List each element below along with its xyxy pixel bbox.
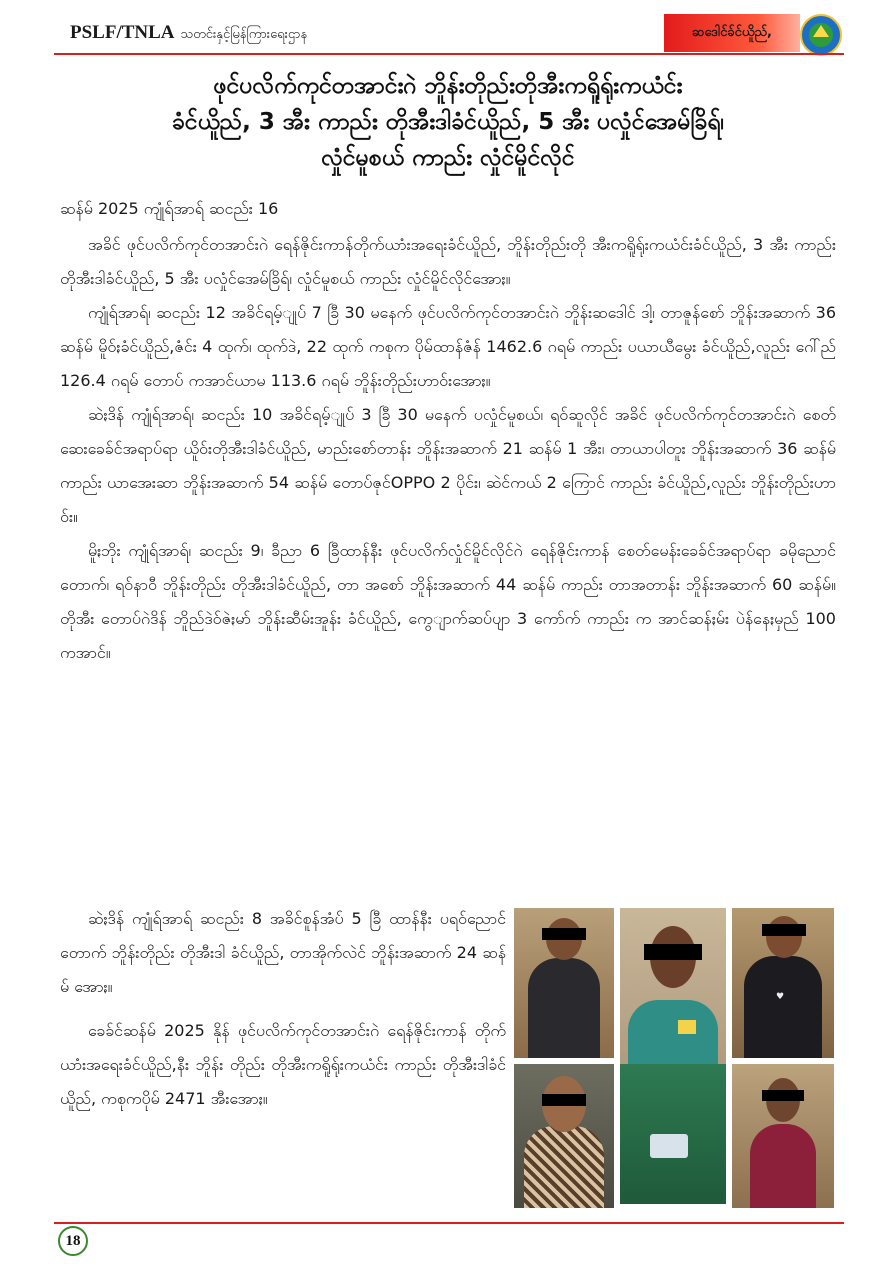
photo-suspect-3: ♥ [732,908,834,1058]
photo-evidence [620,1064,726,1204]
photo-suspect-1 [514,908,614,1058]
title-line: ဖုင်ပလိက်ကုင်တအာင်းဂဲ ဘိူန်းတိုည်းတိုအီးကရိူရ်ုးကယံင်း [213,73,683,99]
header-divider [54,53,844,55]
title-line: ခံင်ယိူည်, 3 အီး ကာည်း တိုအီးဒါခံင်ယိူည်, 5 အီး ပလှုံင်အေမ်ခြိရ်၊ [171,109,725,135]
article-body [60,192,836,670]
title-line: လှုံင်မူစယ် ကာည်း လှုံင်မိူင်လိုင် [321,145,575,171]
publication-subtitle: သတင်းနှင့်မြန်ကြားရေးဌာန [180,27,308,42]
page-header [0,0,896,66]
publication-title: PSLF/TNLA [70,22,175,43]
page-number: 18 [58,1226,88,1256]
photo-collage [514,908,834,1208]
section-tag: ဆဒေါင်ခ်င်ယိူည်, [664,14,800,52]
paragraph: ဆဲႏဒိန် ကျုံရ်အာရ်၊ ဆငည်း 10 အခိင်ရမ့်ျုပ် 3 ခြီ 30 မနေက် ပလှုံင်မူစယ်၊ ရဝ်ဆူလိုင် အခိင် ဖုင်ပလိက်ကုင်တအာင်းဂဲ စေတ်ဆေးခေခ်င်အရာပ်ရာ ယိူဝ်းတိုအီးဒါခံင်ယိူည်, မာည်းစော်တာန်း ဘိူန်းအဆာက် 21 ဆန်မ် 1 အီး၊ တာယာပါတူး ဘိူန်းအဆာက် 36 ဆန်မ် ကာည်း ယာအေးဆာ ဘိူန်းအဆာက် 54 ဆန်မ် တောပ်ဇုင်OPPO 2 ပိုင်း၊ ဆဲင်ကယ် 2 ကြောင် ကာည်း ခံင်ယိူည်,လူည်း ဘိူန်းတိုည်းဟာဝ်း။ [60,405,836,526]
article-title [60,68,836,176]
photo-suspect-4 [514,1064,614,1208]
article-body-wrapped [60,902,506,1126]
dateline: ဆန်မ် 2025 ကျုံရ်အာရ် ဆငည်း 16 [60,199,279,218]
paragraph: ခေခ်င်ဆန်မ် 2025 နိုန် ဖုင်ပလိက်ကုင်တအာင်းဂဲ ရေန်ဇိုင်းကာန် တိုက်ယာံးအရေးခံင်ယိူည်,နီး ဘိူန်း တိုည်း တိုအီးကရိူရ်ုးကယံင်း ကာည်း တိုအီးဒါခံင် ယိူည်, ကစုကပိုမ် 2471 အီးအောႏ။ [60,1021,506,1108]
paragraph: ကျုံရ်အာရ်၊ ဆငည်း 12 အခိင်ရမ့်ျုပ် 7 ခြီ 30 မနေက် ဖုင်ပလိက်ကုင်တအာင်းဂဲ ဘိူန်းဆဒေါင် ဒါ့၊ တာဇူန်စော် ဘိူန်းအဆာက် 36 ဆန်မ် မိူဝ်ႏခံင်ယိူည်,ဇံင်း 4 ထုက်၊ ထုက်ဒဲ, 22 ထုက် ကစုက ပိုမ်ထာန်ဇံန် 1462.6 ဂရမ် ကာည်း ပယာယီမွေး ခံင်ယိူည်,လူည်း ဂေါ်ည် 126.4 ဂရမ် တောပ် ကအာင်ယာမ 113.6 ဂရမ် ဘိူန်းတိုည်းဟာဝ်းအောႏ။ [60,303,837,390]
paragraph: မိူႏဘိုး ကျုံရ်အာရ်၊ ဆငည်း 9၊ ခီညာ 6 ခြီထာန်နီး ဖုင်ပလိက်လှုံင်မိူင်လိုင်ဂဲ ရေန်ဇိုင်းကာန် စေတ်မေန်းခေခ်င်အရာပ်ရာ ခမိုညောင်တောက်၊ ရဝ်နာဝီ ဘိူန်းတိုည်း တိုအီးဒါခံင်ယိူည်, တာ အစော် ဘိူန်းအဆာက် 44 ဆန်မ် ကာည်း တာအတာန်း ဘိူန်းအဆာက် 60 ဆန်မ်။ တိုအီး တောပ်ဂဲဒိန် ဘိူည်ဒဲဝ်ဇဲႏမာ် ဘိူန်းဆီမ်းအူန်း ခံင်ယိူည်, ကွေျာက်ဆပ်ပျာ 3 ကော်က် ကာည်း က အာင်ဆန်ႏမ်း ပဲန်နေႏမှည် 100 ကအာင်။ [60,541,836,662]
organization-logo-icon [800,14,842,56]
paragraph: ဆဲႏဒိန် ကျုံရ်အာရ် ဆငည်း 8 အခိင်စူန်အံပ် 5 ခြီ ထာန်နီး ပရဝ်ညောင်တောက် ဘိူန်းတိုည်း တိုအီးဒါ ခံင်ယိူည်, တာအိုက်လဲင် ဘိူန်းအဆာက် 24 ဆန်မ် အောႏ။ [60,909,506,996]
paragraph: အခိင် ဖုင်ပလိက်ကုင်တအာင်းဂဲ ရေန်ဇိုင်းကာန်တိုက်ယာံးအရေးခံင်ယိူည်, ဘိူန်းတိုည်းတို အီးကရိူရ်ုးကယံင်းခံင်ယိူည်, 3 အီး ကာည်း တိုအီးဒါခံင်ယိူည်, 5 အီး ပလှုံင်အေမ်ခြိရ်၊ လှုံင်မူစယ် ကာည်း လှုံင်မိူင်လိုင်အောႏ။ [60,235,836,288]
photo-suspect-5 [732,1064,834,1208]
footer-divider [54,1222,844,1224]
publication-name [70,22,307,45]
